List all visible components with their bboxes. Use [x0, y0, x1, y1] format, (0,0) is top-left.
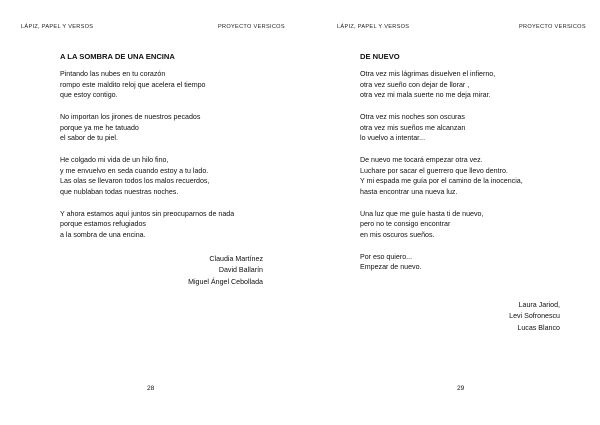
- verse-line: He colgado mi vida de un hilo fino,: [60, 156, 169, 164]
- verse-line: otra vez mis sueños me alcanzan: [360, 123, 466, 132]
- right-page: [300, 0, 600, 425]
- verse-line: rompo este maldito reloj que acelera el tiempo: [60, 80, 206, 89]
- poem-body: [60, 69, 292, 252]
- verse-line: No importan los jirones de nuestros pecados: [60, 113, 201, 121]
- stanza: [360, 209, 592, 241]
- verse-line: porque ya me he tatuado: [60, 123, 139, 132]
- verse-line: Pintando las nubes en tu corazón: [60, 70, 166, 78]
- verse-line: en mis oscuros sueños.: [360, 230, 435, 239]
- stanza: [60, 112, 292, 144]
- poem-title: DE NUEVO: [360, 52, 400, 61]
- page-number: 28: [147, 385, 155, 392]
- stanza: [360, 155, 592, 197]
- verse-line: el sabor de tu piel.: [60, 134, 118, 142]
- verse-line: porque estamos refugiados: [60, 220, 146, 228]
- author-name: Claudia Martínez: [209, 255, 263, 263]
- page-number: 29: [457, 385, 465, 392]
- author-name: Miguel Ángel Cebollada: [188, 277, 263, 286]
- verse-line: a la sombra de una encina.: [60, 230, 146, 239]
- stanza: [60, 69, 292, 101]
- running-head-right: PROYECTO VERSICOS: [519, 24, 586, 30]
- running-head-right: PROYECTO VERSICOS: [218, 24, 285, 30]
- verse-line: Y ahora estamos aquí juntos sin preocuparnos de nada: [60, 209, 235, 218]
- running-head-left: LÁPIZ, PAPEL Y VERSOS: [337, 24, 410, 30]
- verse-line: De nuevo me tocará empezar otra vez.: [360, 156, 483, 164]
- author-name: David Ballarín: [218, 266, 263, 275]
- verse-line: Las olas se llevaron todos los malos recuerdos,: [60, 177, 210, 185]
- stanza: [360, 69, 592, 101]
- verse-line: otra vez mi mala suerte no me deja mirar.: [360, 91, 491, 99]
- verse-line: hasta encontrar una nueva luz.: [360, 187, 458, 196]
- author-name: Laura Jariod,: [518, 301, 560, 309]
- verse-line: otra vez sueño con dejar de llorar ,: [360, 80, 470, 89]
- verse-line: y me envuelvo en seda cuando estoy a tu lado.: [60, 166, 209, 175]
- verse-line: Luchare por sacar el guerrero que llevo dentro.: [360, 166, 508, 175]
- author-name: Lucas Blanco: [517, 323, 560, 332]
- verse-line: pero no te consigo encontrar: [360, 220, 451, 228]
- author-credits: [509, 300, 560, 334]
- author-name: Levi Sofronescu: [509, 312, 560, 321]
- poem-body: [360, 69, 592, 284]
- verse-line: Otra vez mis lágrimas disuelven el infierno,: [360, 70, 496, 78]
- stanza: [60, 209, 292, 241]
- verse-line: lo vuelvo a intentar...: [360, 134, 426, 142]
- poem-title: A LA SOMBRA DE UNA ENCINA: [60, 52, 175, 61]
- stanza: [360, 252, 592, 273]
- verse-line: Y mi espada me guía por el camino de la inocencia,: [360, 177, 523, 185]
- stanza: [360, 112, 592, 144]
- author-credits: [188, 254, 263, 288]
- verse-line: Empezar de nuevo.: [360, 263, 422, 271]
- verse-line: Por eso quiero...: [360, 252, 413, 261]
- running-head-left: LÁPIZ, PAPEL Y VERSOS: [21, 24, 94, 30]
- verse-line: que nublaban todas nuestras noches.: [60, 187, 179, 196]
- verse-line: que estoy contigo.: [60, 91, 118, 99]
- verse-line: Otra vez mis noches son oscuras: [360, 113, 465, 121]
- stanza: [60, 155, 292, 197]
- verse-line: Una luz que me guíe hasta ti de nuevo,: [360, 209, 484, 218]
